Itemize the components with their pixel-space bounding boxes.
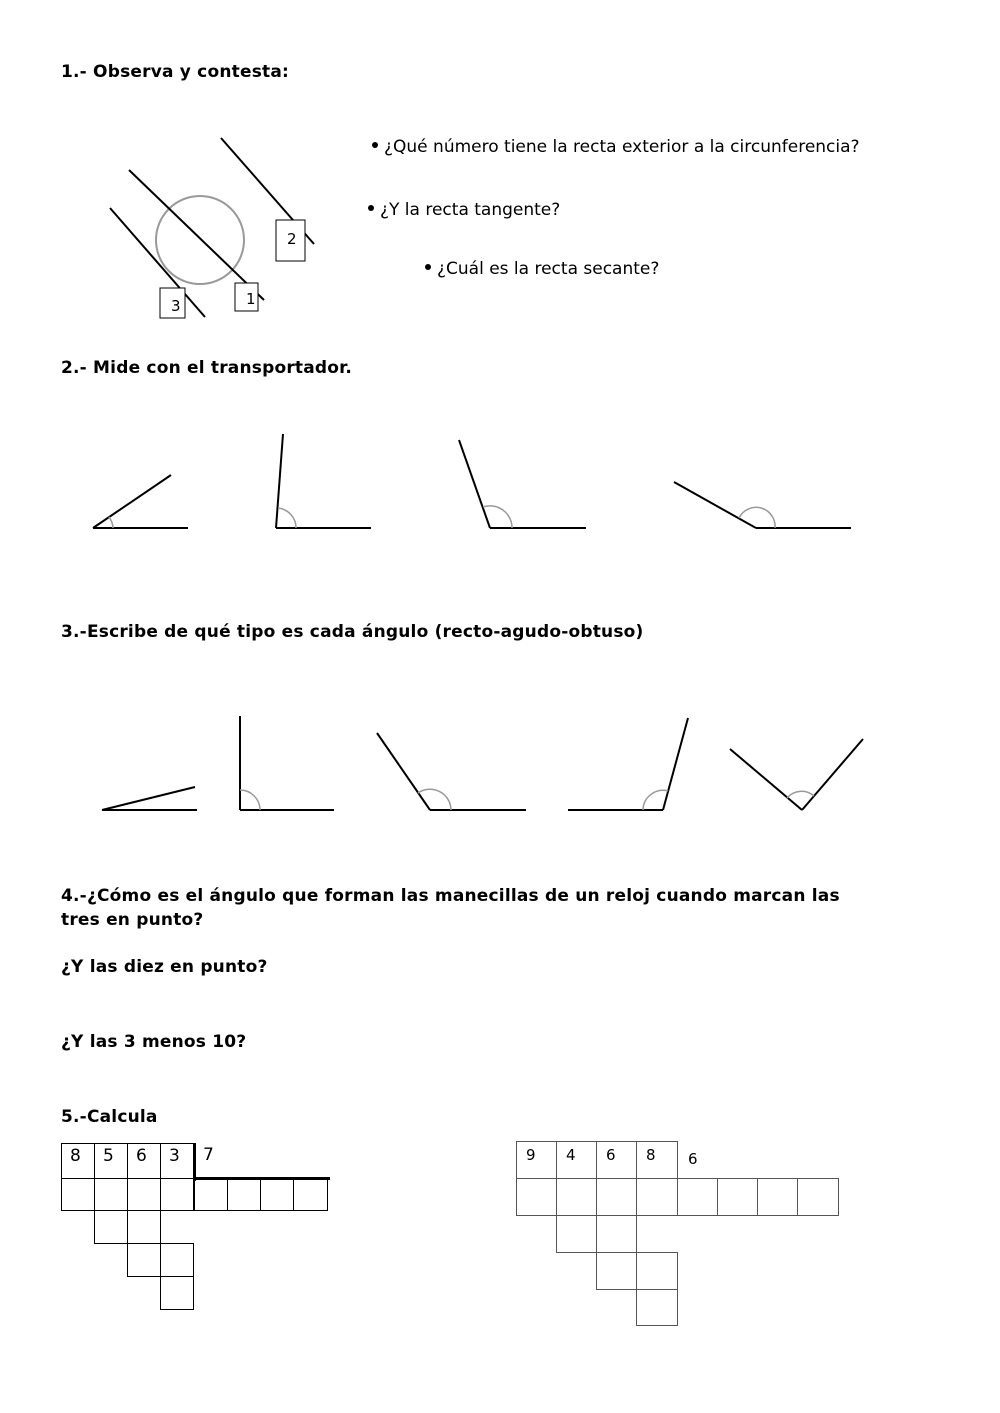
work-cell[interactable] (596, 1252, 637, 1290)
quotient-cell[interactable] (227, 1179, 261, 1211)
dividend-cell: 9 (516, 1141, 557, 1179)
classify-angle-4 (568, 718, 688, 810)
work-cell[interactable] (636, 1178, 678, 1216)
quotient-cell[interactable] (717, 1178, 758, 1216)
work-cell[interactable] (596, 1178, 637, 1216)
classify-angle-1 (102, 787, 197, 810)
quotient-cell[interactable] (677, 1178, 718, 1216)
dividend-cell: 8 (636, 1141, 678, 1179)
work-cell[interactable] (127, 1210, 161, 1244)
section3-heading: 3.-Escribe de qué tipo es cada ángulo (recto-agudo-obtuso) (61, 622, 644, 642)
dividend-cell: 3 (160, 1143, 194, 1179)
question-tangent-line: ¿Y la recta tangente? (368, 200, 560, 220)
section1-heading: 1.- Observa y contesta: (61, 62, 290, 82)
work-cell[interactable] (160, 1276, 194, 1310)
dividend-cell: 6 (596, 1141, 637, 1179)
dividend-cell: 6 (127, 1143, 161, 1179)
work-cell[interactable] (160, 1178, 194, 1211)
dividend-cell: 8 (61, 1143, 95, 1179)
quotient-cell[interactable] (293, 1179, 328, 1211)
dividend-cell: 5 (94, 1143, 128, 1179)
work-cell[interactable] (556, 1178, 597, 1216)
classify-angle-3 (377, 733, 526, 810)
work-cell[interactable] (127, 1178, 161, 1211)
section4-question-quarter: ¿Y las 3 menos 10? (61, 1032, 247, 1052)
work-cell[interactable] (636, 1252, 678, 1290)
quotient-cell[interactable] (757, 1178, 798, 1216)
divisor: 6 (688, 1150, 698, 1168)
section4-heading-line1: 4.-¿Cómo es el ángulo que forman las manecillas de un reloj cuando marcan las (61, 886, 840, 906)
line-label-2: 2 (287, 230, 297, 248)
work-cell[interactable] (596, 1215, 637, 1253)
work-cell[interactable] (94, 1210, 128, 1244)
section4-question-ten: ¿Y las diez en punto? (61, 957, 268, 977)
division-bracket-vertical (193, 1143, 196, 1181)
work-cell[interactable] (61, 1178, 95, 1211)
quotient-cell[interactable] (797, 1178, 839, 1216)
question-exterior-line: ¿Qué número tiene la recta exterior a la circunferencia? (372, 137, 860, 157)
line-label-1: 1 (246, 290, 256, 308)
work-cell[interactable] (516, 1178, 557, 1216)
work-cell[interactable] (556, 1215, 597, 1253)
divisor: 7 (203, 1145, 214, 1165)
section2-heading: 2.- Mide con el transportador. (61, 358, 352, 378)
quotient-cell[interactable] (260, 1179, 294, 1211)
work-cell[interactable] (127, 1243, 161, 1277)
work-cell[interactable] (636, 1289, 678, 1326)
section5-heading: 5.-Calcula (61, 1107, 158, 1127)
line-label-3: 3 (171, 297, 181, 315)
classify-angle-5 (730, 739, 863, 810)
quotient-cell[interactable] (194, 1179, 228, 1211)
section4-heading-line2: tres en punto? (61, 910, 204, 930)
work-cell[interactable] (160, 1243, 194, 1277)
dividend-cell: 4 (556, 1141, 597, 1179)
work-cell[interactable] (94, 1178, 128, 1211)
question-secant-line: ¿Cuál es la recta secante? (425, 259, 659, 279)
classify-angle-2 (240, 716, 334, 810)
